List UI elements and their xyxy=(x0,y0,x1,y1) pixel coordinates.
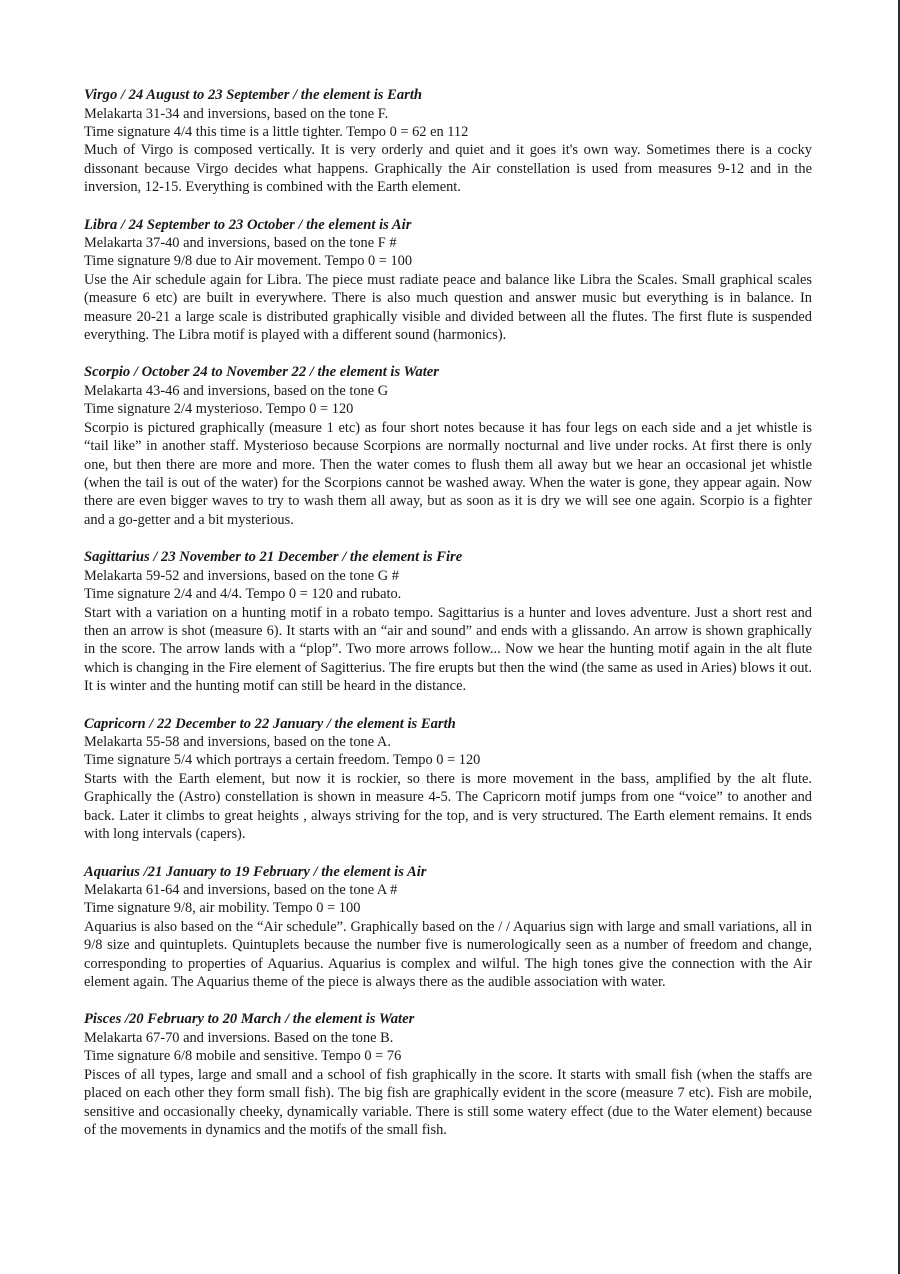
section-body: Aquarius is also based on the “Air schedule”. Graphically based on the / / Aquarius sign with large and small variations, all in 9/8 size and quintuplets. Quintuplets because the number five is numerologically seen as a number of freedom and change, corresponding to properties of Aquarius. Aquarius is complex and wilful. The high tones give the connection with the Air element again. The Aquarius theme of the piece is always there as the audible association with water. xyxy=(84,918,812,991)
section-sagittarius xyxy=(84,548,812,695)
section-body: Scorpio is pictured graphically (measure 1 etc) as four short notes because it has four legs on each side and a jet whistle is “tail like” in another staff. Mysterioso because Scorpions are normally nocturnal and live under rocks. At first there is only one, but then there are more and more. Then the water comes to flush them all away but we hear an occasional jet whistle (when the tail is out of the water) for the Scorpions cannot be washed away. When the water is gone, they appear again. Now there are even bigger waves to try to wash them all away, but as soon as it is dry we will see one again. Scorpio is a fighter and a go-getter and a bit mysterious. xyxy=(84,419,812,528)
section-pisces xyxy=(84,1010,812,1139)
time-signature-line: Time signature 9/8, air mobility. Tempo 0 = 100 xyxy=(84,900,361,917)
section-heading: Sagittarius / 23 November to 21 December / the element is Fire xyxy=(84,549,463,566)
section-heading: Aquarius /21 January to 19 February / the element is Air xyxy=(84,863,427,880)
melakarta-line: Melakarta 59-52 and inversions, based on the tone G # xyxy=(84,567,399,584)
time-signature-line: Time signature 9/8 due to Air movement. Tempo 0 = 100 xyxy=(84,253,413,270)
melakarta-line: Melakarta 43-46 and inversions, based on the tone G xyxy=(84,382,389,399)
section-heading: Scorpio / October 24 to November 22 / the element is Water xyxy=(84,364,439,381)
section-heading: Libra / 24 September to 23 October / the element is Air xyxy=(84,216,412,233)
time-signature-line: Time signature 2/4 mysterioso. Tempo 0 = 120 xyxy=(84,401,354,418)
time-signature-line: Time signature 2/4 and 4/4. Tempo 0 = 120 and rubato. xyxy=(84,586,402,603)
section-libra xyxy=(84,216,812,345)
section-heading: Capricorn / 22 December to 22 January / the element is Earth xyxy=(84,715,456,732)
time-signature-line: Time signature 6/8 mobile and sensitive. Tempo 0 = 76 xyxy=(84,1048,402,1065)
section-capricorn xyxy=(84,715,812,844)
time-signature-line: Time signature 5/4 which portrays a certain freedom. Tempo 0 = 120 xyxy=(84,752,481,769)
melakarta-line: Melakarta 55-58 and inversions, based on the tone A. xyxy=(84,734,391,751)
section-virgo xyxy=(84,86,812,197)
section-aquarius xyxy=(84,863,812,992)
time-signature-line: Time signature 4/4 this time is a little tighter. Tempo 0 = 62 en 112 xyxy=(84,123,469,140)
section-body: Start with a variation on a hunting motif in a robato tempo. Sagittarius is a hunter and loves adventure. Just a short rest and then an arrow is shot (measure 6). It starts with an “air and sound” and ends with a glissando. An arrow is shown graphically in the score. The arrow lands with a “plop”. Two more arrows follow... Now we hear the hunting motif again in the alt flute which is changing in the Fire element of Sagitterius. The fire erupts but then the wind (the same as used in Aries) blows it out. It is winter and the hunting motif can still be heard in the distance. xyxy=(84,604,812,695)
section-body: Much of Virgo is composed vertically. It is very orderly and quiet and it goes it's own way. Sometimes there is a cocky dissonant because Virgo decides what happens. Graphically the Air constellation is used from measures 9-12 and in the inversion, 12-15. Everything is combined with the Earth element. xyxy=(84,142,812,196)
section-body: Starts with the Earth element, but now it is rockier, so there is more movement in the bass, amplified by the alt flute. Graphically the (Astro) constellation is shown in measure 4-5. The Capricorn motif jumps from one “voice” to another and back. Later it climbs to great heights , always striving for the top, and is very structured. The Earth element remains. It ends with long intervals (capers). xyxy=(84,770,812,843)
section-heading: Virgo / 24 August to 23 September / the element is Earth xyxy=(84,87,422,103)
section-heading: Pisces /20 February to 20 March / the element is Water xyxy=(84,1011,415,1028)
section-scorpio xyxy=(84,363,812,529)
melakarta-line: Melakarta 61-64 and inversions, based on the tone A # xyxy=(84,882,398,898)
melakarta-line: Melakarta 67-70 and inversions. Based on the tone B. xyxy=(84,1029,394,1046)
melakarta-line: Melakarta 37-40 and inversions, based on the tone F # xyxy=(84,235,397,252)
section-body: Use the Air schedule again for Libra. The piece must radiate peace and balance like Libra the Scales. Small graphical scales (measure 6 etc) are built in everywhere. There is also much question and answer music but everything is in balance. In measure 20-21 a large scale is distributed graphically visible and divided between all the flutes. The first flute is suspended everything. The Libra motif is played with a different sound (harmonics). xyxy=(84,271,812,344)
melakarta-line: Melakarta 31-34 and inversions, based on the tone F. xyxy=(84,105,389,122)
section-body: Pisces of all types, large and small and a school of fish graphically in the score. It starts with small fish (when the staffs are placed on each other they form small fish). The big fish are graphically evident in the score (measure 7 etc). Fish are mobile, sensitive and occasionally cheeky, dynamically variable. There is still some watery effect (due to the Water element) because of the movements in dynamics and the motifs of the small fish. xyxy=(84,1066,812,1138)
